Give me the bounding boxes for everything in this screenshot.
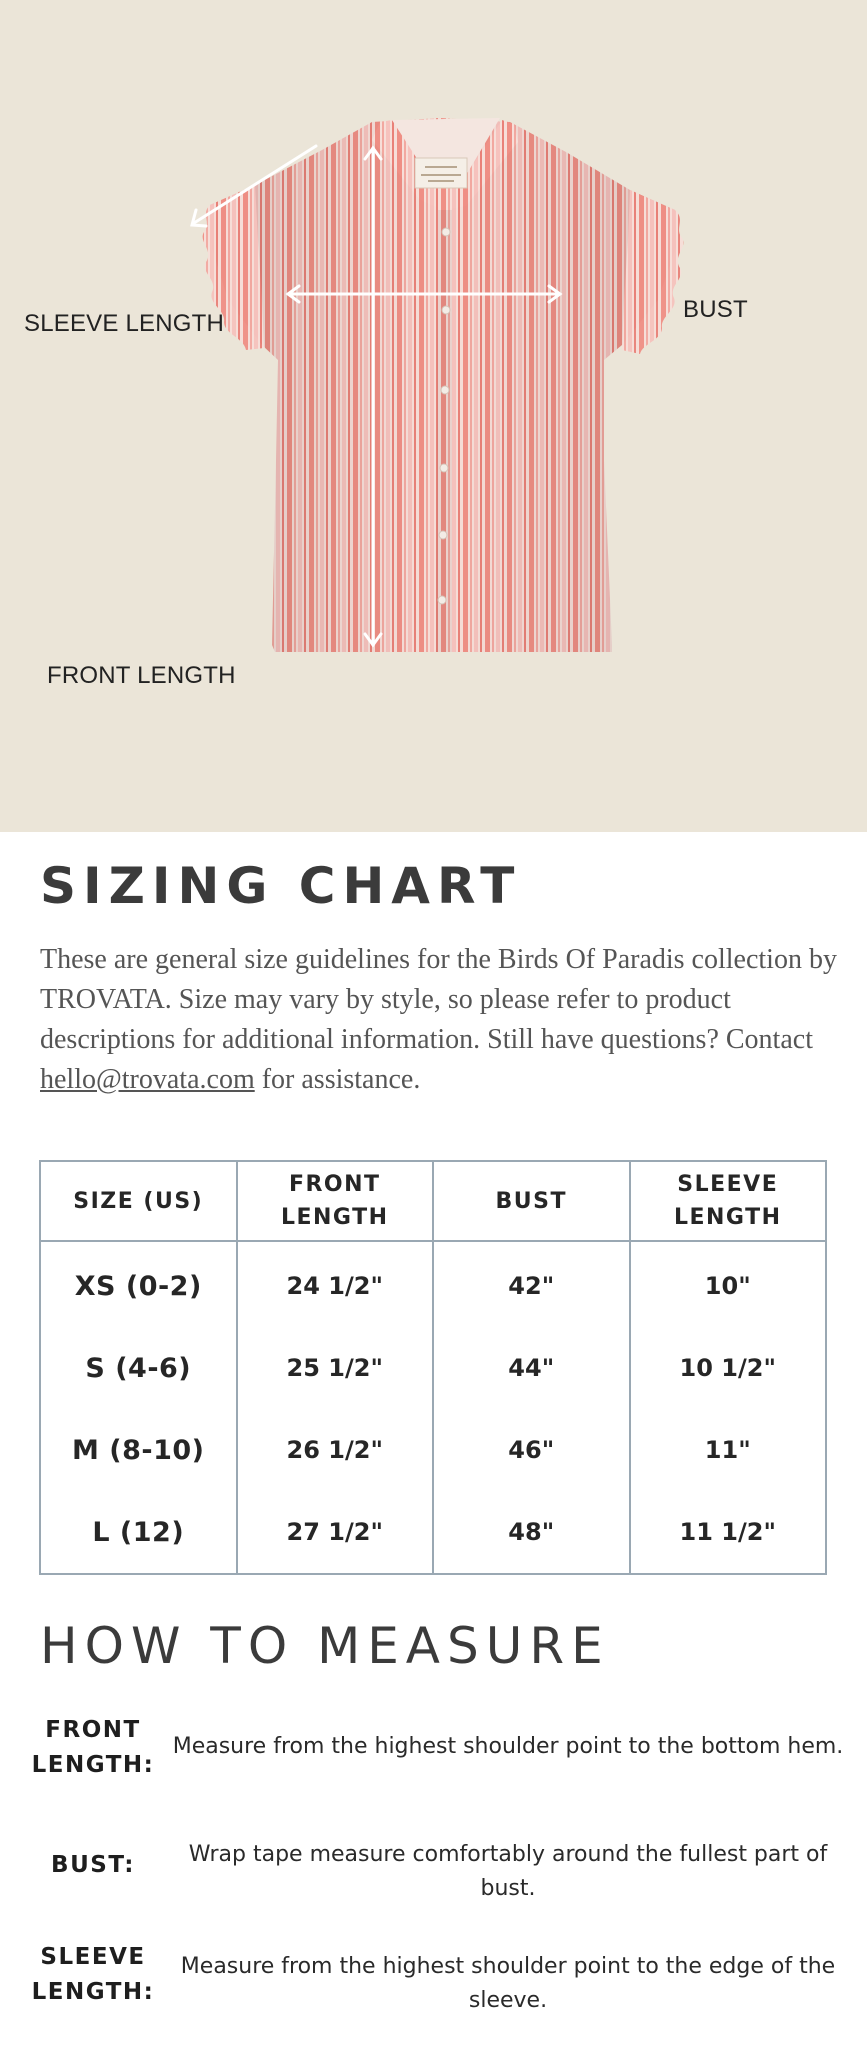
- size-cell: S (4-6): [40, 1327, 237, 1409]
- bust-cell: 48": [433, 1491, 630, 1574]
- sleeve-length-cell: 11": [630, 1409, 827, 1491]
- front-length-cell: 24 1/2": [237, 1241, 434, 1327]
- measure-label: FRONT LENGTH:: [31, 1717, 155, 1778]
- how-to-measure-title: HOW TO MEASURE: [40, 1617, 610, 1675]
- brand-tag: [415, 158, 467, 188]
- measure-label: BUST:: [51, 1852, 135, 1878]
- measure-description: Measure from the highest shoulder point to the edge of the sleeve.: [180, 1954, 836, 2013]
- header-sleeve-length: SLEEVE LENGTH: [630, 1161, 827, 1241]
- size-cell: XS (0-2): [40, 1241, 237, 1327]
- contact-email-link[interactable]: hello@trovata.com: [40, 1064, 255, 1095]
- measure-description: Wrap tape measure comfortably around the fullest part of bust.: [188, 1842, 828, 1901]
- measure-label: SLEEVE LENGTH:: [31, 1944, 155, 2005]
- bust-cell: 44": [433, 1327, 630, 1409]
- front-length-cell: 25 1/2": [237, 1327, 434, 1409]
- front-length-cell: 26 1/2": [237, 1409, 434, 1491]
- bust-cell: 46": [433, 1409, 630, 1491]
- intro-text: These are general size guidelines for the Birds Of Paradis collection by TROVATA. Size may vary by style, so please refer to product descriptions for additional information. Still have questions? Contact: [40, 944, 837, 1055]
- measure-description: Measure from the highest shoulder point to the bottom hem.: [172, 1734, 844, 1759]
- table-row: [40, 1241, 826, 1327]
- product-hero: [0, 0, 867, 832]
- sleeve-length-cell: 10 1/2": [630, 1327, 827, 1409]
- sleeve-length-callout: SLEEVE LENGTH: [24, 310, 225, 337]
- bust-cell: 42": [433, 1241, 630, 1327]
- measure-item-front-length: [24, 1713, 844, 1793]
- header-size: SIZE (US): [40, 1161, 237, 1241]
- table-header-row: [40, 1161, 826, 1241]
- size-cell: L (12): [40, 1491, 237, 1574]
- sizing-chart-title: SIZING CHART: [40, 857, 522, 915]
- measure-item-bust: [24, 1838, 844, 1908]
- measure-item-sleeve-length: [24, 1940, 844, 2020]
- bust-callout: BUST: [683, 296, 748, 323]
- size-cell: M (8-10): [40, 1409, 237, 1491]
- sleeve-length-cell: 11 1/2": [630, 1491, 827, 1574]
- sleeve-length-cell: 10": [630, 1241, 827, 1327]
- right-ruffle-sleeve: [622, 190, 683, 354]
- size-table: [39, 1160, 827, 1575]
- front-length-callout: FRONT LENGTH: [47, 662, 236, 689]
- intro-text-end: for assistance.: [254, 1064, 421, 1095]
- shirt-illustration: [0, 0, 867, 832]
- table-row: [40, 1327, 826, 1409]
- header-front-length: FRONT LENGTH: [237, 1161, 434, 1241]
- table-row: [40, 1409, 826, 1491]
- front-length-cell: 27 1/2": [237, 1491, 434, 1574]
- sizing-intro: [40, 940, 840, 1100]
- table-row: [40, 1491, 826, 1574]
- header-bust: BUST: [433, 1161, 630, 1241]
